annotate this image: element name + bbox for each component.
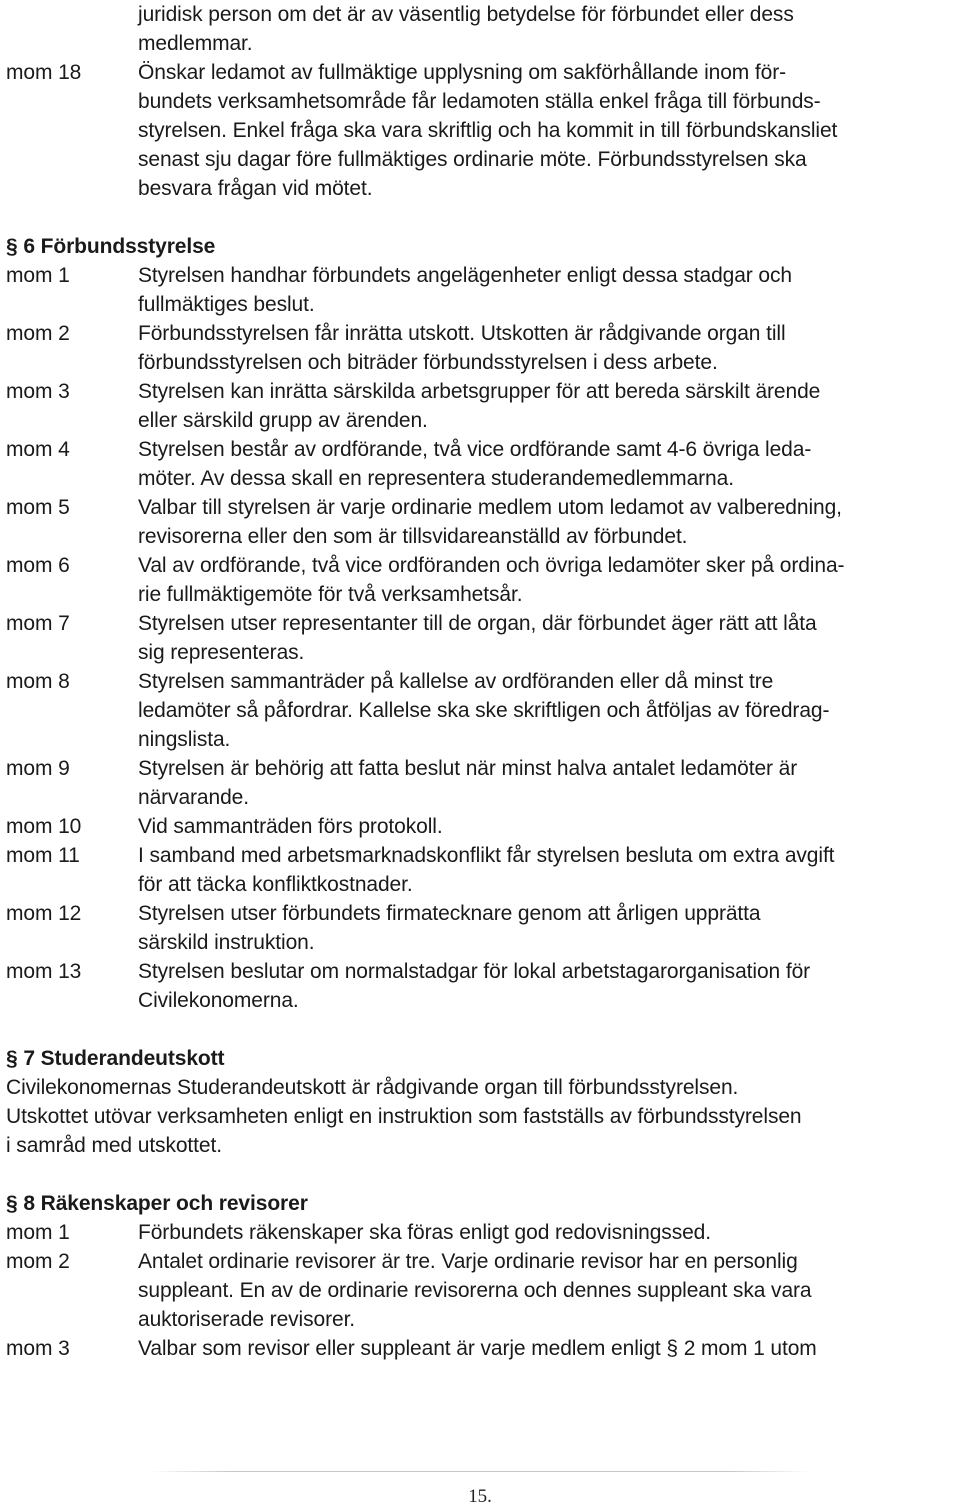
clause-text bbox=[138, 1218, 960, 1247]
clause-text bbox=[138, 609, 960, 667]
clause-mom-7 bbox=[0, 609, 960, 667]
clause-mom-11 bbox=[0, 841, 960, 899]
text-line: Styrelsen utser förbundets firmatecknare genom att årligen upprätta bbox=[138, 902, 761, 925]
clause-text bbox=[138, 377, 960, 435]
clause-text bbox=[138, 957, 960, 1015]
section-heading: § 8 Räkenskaper och revisorer bbox=[6, 1192, 308, 1215]
clause-text bbox=[138, 0, 960, 58]
text-line: bundets verksamhetsområde får ledamoten ställa enkel fråga till förbunds- bbox=[138, 90, 821, 113]
text-line: Civilekonomerna. bbox=[138, 989, 299, 1012]
clause-label: mom 11 bbox=[6, 844, 80, 867]
text-line: I samband med arbetsmarknadskonflikt får styrelsen besluta om extra avgift bbox=[138, 844, 835, 867]
text-line: rie fullmäktigemöte för två verksamhetsår. bbox=[138, 583, 523, 606]
text-line: Förbundets räkenskaper ska föras enligt god redovisningssed. bbox=[138, 1221, 711, 1244]
section-heading: § 7 Studerandeutskott bbox=[6, 1047, 225, 1070]
text-line: Styrelsen kan inrätta särskilda arbetsgrupper för att bereda särskilt ärende bbox=[138, 380, 821, 403]
text-line: Valbar som revisor eller suppleant är varje medlem enligt § 2 mom 1 utom bbox=[138, 1337, 817, 1360]
page-number: 15. bbox=[468, 1486, 492, 1507]
clause-mom-5 bbox=[0, 493, 960, 551]
text-line: eller särskild grupp av ärenden. bbox=[138, 409, 428, 432]
clause-label: mom 1 bbox=[6, 264, 70, 287]
clause-label: mom 10 bbox=[6, 815, 82, 838]
clause-label: mom 2 bbox=[6, 1250, 70, 1273]
clause-label: mom 3 bbox=[6, 380, 70, 403]
text-line: för att täcka konfliktkostnader. bbox=[138, 873, 413, 896]
clause-label: mom 12 bbox=[6, 902, 82, 925]
clause-label: mom 9 bbox=[6, 757, 70, 780]
clause-label: mom 8 bbox=[6, 670, 70, 693]
text-line: suppleant. En av de ordinarie revisorerna och dennes suppleant ska vara bbox=[138, 1279, 812, 1302]
clause-mom-4 bbox=[0, 435, 960, 493]
clause-text bbox=[138, 1247, 960, 1334]
section-8-clauses bbox=[0, 1218, 960, 1363]
clause-mom-1 bbox=[0, 1218, 960, 1247]
clause-mom-13 bbox=[0, 957, 960, 1015]
clause-mom-2 bbox=[0, 319, 960, 377]
clause-label: mom 4 bbox=[6, 438, 70, 461]
text-line: Utskottet utövar verksamheten enligt en instruktion som fastställs av förbundsstyrelsen bbox=[6, 1105, 802, 1128]
text-line: styrelsen. Enkel fråga ska vara skriftlig och ha kommit in till förbundskansliet bbox=[138, 119, 838, 142]
clause-text bbox=[138, 58, 960, 203]
text-line: sig representeras. bbox=[138, 641, 305, 664]
text-line: ningslista. bbox=[138, 728, 231, 751]
text-line: särskild instruktion. bbox=[138, 931, 315, 954]
text-line: Valbar till styrelsen är varje ordinarie medlem utom ledamot av valberedning, bbox=[138, 496, 842, 519]
clause-mom-8 bbox=[0, 667, 960, 754]
text-line: Styrelsen är behörig att fatta beslut när minst halva antalet ledamöter är bbox=[138, 757, 798, 780]
clause-text bbox=[138, 261, 960, 319]
clause-text bbox=[138, 667, 960, 754]
clause-text bbox=[138, 435, 960, 493]
text-line: möter. Av dessa skall en representera studerandemedlemmarna. bbox=[138, 467, 734, 490]
clause-text bbox=[138, 754, 960, 812]
clause-mom-10 bbox=[0, 812, 960, 841]
clause-label: mom 1 bbox=[6, 1221, 70, 1244]
text-line: senast sju dagar före fullmäktiges ordinarie möte. Förbundsstyrelsen ska bbox=[138, 148, 807, 171]
clause-mom-9 bbox=[0, 754, 960, 812]
text-line: Styrelsen beslutar om normalstadgar för lokal arbetstagarorganisation för bbox=[138, 960, 811, 983]
clause-mom-6 bbox=[0, 551, 960, 609]
clause-label: mom 2 bbox=[6, 322, 70, 345]
clause-label: mom 6 bbox=[6, 554, 70, 577]
text-line: Styrelsen sammanträder på kallelse av ordföranden eller då minst tre bbox=[138, 670, 774, 693]
clause-label: mom 5 bbox=[6, 496, 70, 519]
clause-label: mom 7 bbox=[6, 612, 70, 635]
text-line: förbundsstyrelsen och biträder förbundsstyrelsen i dess arbete. bbox=[138, 351, 718, 374]
text-line: Styrelsen består av ordförande, två vice ordförande samt 4-6 övriga leda- bbox=[138, 438, 812, 461]
footer-divider bbox=[150, 1471, 810, 1472]
text-line: auktoriserade revisorer. bbox=[138, 1308, 356, 1331]
text-line: ledamöter så påfordrar. Kallelse ska ske skriftligen och åtföljas av föredrag- bbox=[138, 699, 830, 722]
clause-text bbox=[138, 319, 960, 377]
continuation-block bbox=[0, 0, 960, 58]
clause-text bbox=[138, 551, 960, 609]
text-line: i samråd med utskottet. bbox=[6, 1134, 222, 1157]
clause-mom-18 bbox=[0, 58, 960, 203]
clause-label: mom 13 bbox=[6, 960, 82, 983]
clause-text bbox=[138, 493, 960, 551]
clause-text bbox=[138, 899, 960, 957]
clause-label: mom 18 bbox=[6, 61, 82, 84]
clause-mom-2 bbox=[0, 1247, 960, 1334]
clause-text bbox=[138, 841, 960, 899]
text-line: revisorerna eller den som är tillsvidareanställd av förbundet. bbox=[138, 525, 688, 548]
text-line: juridisk person om det är av väsentlig betydelse för förbundet eller dess bbox=[138, 3, 794, 26]
text-line: Styrelsen utser representanter till de organ, där förbundet äger rätt att låta bbox=[138, 612, 817, 635]
text-line: Civilekonomernas Studerandeutskott är rådgivande organ till förbundsstyrelsen. bbox=[6, 1076, 739, 1099]
section-7-paragraph bbox=[0, 1073, 960, 1160]
section-6-clauses bbox=[0, 261, 960, 1015]
clause-label: mom 3 bbox=[6, 1337, 70, 1360]
text-line: fullmäktiges beslut. bbox=[138, 293, 315, 316]
text-line: Val av ordförande, två vice ordföranden och övriga ledamöter sker på ordina- bbox=[138, 554, 845, 577]
text-line: Vid sammanträden förs protokoll. bbox=[138, 815, 443, 838]
text-line: Antalet ordinarie revisorer är tre. Varje ordinarie revisor har en personlig bbox=[138, 1250, 798, 1273]
clause-mom-3 bbox=[0, 1334, 960, 1363]
text-line: Önskar ledamot av fullmäktige upplysning om sakförhållande inom för- bbox=[138, 61, 787, 84]
clause-mom-3 bbox=[0, 377, 960, 435]
clause-text bbox=[138, 1334, 960, 1363]
clause-text bbox=[138, 812, 960, 841]
text-line: närvarande. bbox=[138, 786, 249, 809]
section-heading: § 6 Förbundsstyrelse bbox=[6, 235, 216, 258]
text-line: medlemmar. bbox=[138, 32, 253, 55]
clause-mom-1 bbox=[0, 261, 960, 319]
text-line: Styrelsen handhar förbundets angelägenheter enligt dessa stadgar och bbox=[138, 264, 792, 287]
text-line: Förbundsstyrelsen får inrätta utskott. Utskotten är rådgivande organ till bbox=[138, 322, 786, 345]
clause-mom-12 bbox=[0, 899, 960, 957]
text-line: besvara frågan vid mötet. bbox=[138, 177, 373, 200]
